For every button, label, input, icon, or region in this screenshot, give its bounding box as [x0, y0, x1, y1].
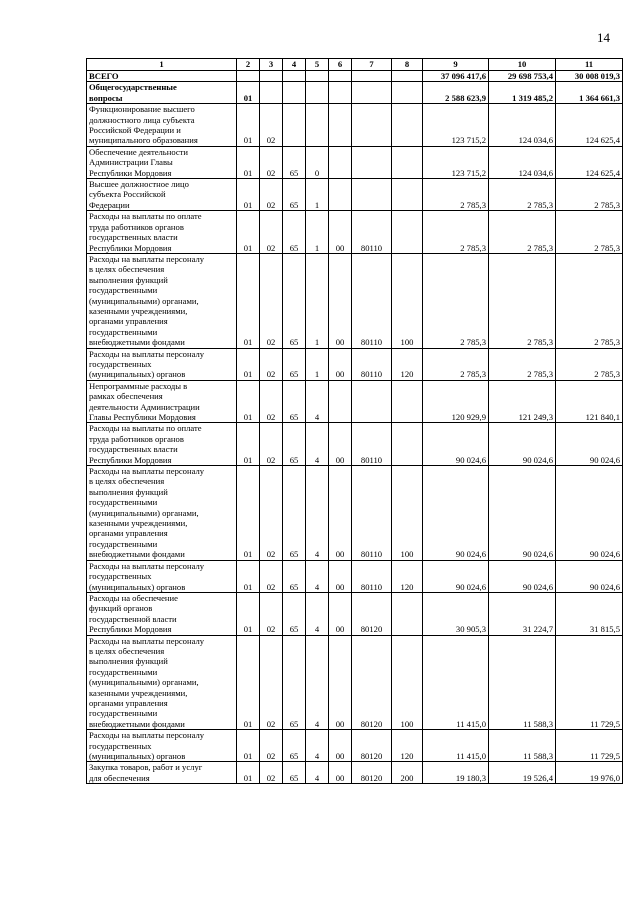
row-name-line: Расходы на обеспечение	[89, 592, 178, 603]
code-cell: 80110	[352, 423, 392, 466]
amount-cell: 19 180,3	[423, 762, 489, 784]
code-cell: 01	[237, 348, 260, 380]
code-cell: 80120	[352, 635, 392, 730]
amount-cell: 124 625,4	[556, 146, 623, 178]
code-cell: 02	[260, 146, 283, 178]
amount-cell: 11 588,3	[489, 635, 556, 730]
code-cell: 120	[392, 348, 423, 380]
amount-cell: 90 024,6	[423, 423, 489, 466]
row-name-line: Федерации	[89, 199, 130, 210]
code-cell: 4	[306, 592, 329, 635]
header-cell: 11	[556, 59, 623, 71]
code-cell: 4	[306, 635, 329, 730]
code-cell: 4	[306, 730, 329, 762]
code-cell	[352, 104, 392, 147]
amount-cell: 31 815,5	[556, 592, 623, 635]
row-name-line: Расходы на выплаты по оплате	[89, 423, 202, 434]
table-row	[87, 560, 623, 592]
code-cell: 01	[237, 211, 260, 254]
row-name-line: государственных власти	[89, 232, 178, 243]
code-cell: 02	[260, 380, 283, 423]
amount-cell: 2 785,3	[489, 348, 556, 380]
row-name-line: государственными	[89, 708, 158, 719]
page-number: 14	[597, 30, 610, 45]
row-name-cell	[87, 635, 237, 730]
code-cell	[392, 82, 423, 104]
code-cell: 65	[283, 423, 306, 466]
table-row	[87, 635, 623, 730]
amount-cell: 2 785,3	[423, 253, 489, 348]
code-cell: 00	[329, 730, 352, 762]
row-name-line: вопросы	[89, 92, 123, 103]
row-name-line: Республики Мордовия	[89, 242, 172, 253]
header-cell: 6	[329, 59, 352, 71]
row-name-line: государственных	[89, 358, 152, 369]
code-cell: 1	[306, 211, 329, 254]
amount-cell: 90 024,6	[556, 423, 623, 466]
code-cell	[283, 71, 306, 82]
amount-cell: 2 785,3	[556, 348, 623, 380]
amount-cell: 37 096 417,6	[423, 71, 489, 82]
row-name-line: субъекта Российской	[89, 189, 166, 200]
code-cell: 65	[283, 348, 306, 380]
code-cell: 01	[237, 179, 260, 211]
amount-cell: 2 785,3	[489, 253, 556, 348]
row-name-line: Администрации Главы	[89, 157, 173, 168]
code-cell: 00	[329, 560, 352, 592]
row-name-line: казенными учреждениями,	[89, 305, 188, 316]
header-cell: 8	[392, 59, 423, 71]
header-cell: 7	[352, 59, 392, 71]
code-cell: 02	[260, 762, 283, 784]
code-cell: 4	[306, 380, 329, 423]
amount-cell: 19 526,4	[489, 762, 556, 784]
code-cell: 00	[329, 466, 352, 561]
row-name-line: Расходы на выплаты персоналу	[89, 560, 205, 571]
row-name-cell	[87, 146, 237, 178]
amount-cell: 11 729,5	[556, 635, 623, 730]
code-cell	[329, 82, 352, 104]
code-cell	[392, 380, 423, 423]
code-cell: 65	[283, 179, 306, 211]
amount-cell: 29 698 753,4	[489, 71, 556, 82]
code-cell: 02	[260, 348, 283, 380]
row-name-cell	[87, 179, 237, 211]
amount-cell: 90 024,6	[556, 560, 623, 592]
code-cell: 100	[392, 635, 423, 730]
code-cell	[352, 71, 392, 82]
code-cell: 01	[237, 423, 260, 466]
row-name-line: Российской Федерации и	[89, 125, 181, 136]
row-name-line: государственных	[89, 740, 152, 751]
header-cell: 5	[306, 59, 329, 71]
code-cell	[392, 211, 423, 254]
code-cell	[329, 104, 352, 147]
code-cell	[237, 71, 260, 82]
amount-cell: 123 715,2	[423, 104, 489, 147]
amount-cell: 120 929,9	[423, 380, 489, 423]
code-cell: 4	[306, 423, 329, 466]
code-cell: 02	[260, 466, 283, 561]
code-cell: 01	[237, 635, 260, 730]
amount-cell: 90 024,6	[423, 466, 489, 561]
amount-cell: 90 024,6	[556, 466, 623, 561]
code-cell: 120	[392, 560, 423, 592]
row-name-cell	[87, 466, 237, 561]
header-cell: 4	[283, 59, 306, 71]
amount-cell: 19 976,0	[556, 762, 623, 784]
header-cell: 1	[87, 59, 237, 71]
table-row	[87, 762, 623, 784]
amount-cell: 2 785,3	[556, 179, 623, 211]
code-cell: 80120	[352, 730, 392, 762]
code-cell: 65	[283, 592, 306, 635]
code-cell: 80110	[352, 211, 392, 254]
code-cell: 100	[392, 466, 423, 561]
row-name-line: органами управления	[89, 316, 168, 327]
amount-cell: 2 588 623,9	[423, 82, 489, 104]
amount-cell: 11 415,0	[423, 635, 489, 730]
amount-cell: 121 249,3	[489, 380, 556, 423]
code-cell: 80120	[352, 592, 392, 635]
row-name-line: в целях обеспечения	[89, 645, 165, 656]
code-cell: 00	[329, 253, 352, 348]
code-cell	[392, 592, 423, 635]
row-name-line: труда работников органов	[89, 221, 184, 232]
row-name-line: Расходы на выплаты персоналу	[89, 466, 205, 477]
code-cell: 02	[260, 253, 283, 348]
row-name-line: Непрограммные расходы в	[89, 380, 188, 391]
row-name-line: казенными учреждениями,	[89, 518, 188, 529]
amount-cell: 2 785,3	[556, 253, 623, 348]
code-cell: 01	[237, 253, 260, 348]
table-row	[87, 253, 623, 348]
code-cell: 1	[306, 348, 329, 380]
header-cell: 9	[423, 59, 489, 71]
table-row	[87, 211, 623, 254]
row-name-line: (муниципальными) органами,	[89, 507, 199, 518]
code-cell	[260, 71, 283, 82]
code-cell: 4	[306, 466, 329, 561]
amount-cell: 11 588,3	[489, 730, 556, 762]
row-name-line: Общегосударственные	[89, 82, 177, 93]
amount-cell: 30 905,3	[423, 592, 489, 635]
amount-cell: 2 785,3	[423, 179, 489, 211]
code-cell: 01	[237, 104, 260, 147]
amount-cell: 11 729,5	[556, 730, 623, 762]
row-name-line: в целях обеспечения	[89, 264, 165, 275]
row-name-cell	[87, 762, 237, 784]
table-header-row	[87, 59, 623, 71]
code-cell: 01	[237, 560, 260, 592]
row-name-line: в целях обеспечения	[89, 476, 165, 487]
row-name-cell	[87, 560, 237, 592]
row-name-line: Высшее должностное лицо	[89, 179, 189, 190]
table-body	[87, 71, 623, 784]
row-name-line: государственными	[89, 538, 158, 549]
code-cell	[392, 71, 423, 82]
code-cell: 02	[260, 179, 283, 211]
row-name-line: государственными	[89, 666, 158, 677]
code-cell: 00	[329, 211, 352, 254]
row-name-line: Республики Мордовия	[89, 167, 172, 178]
code-cell: 80110	[352, 466, 392, 561]
row-name-line: государственной власти	[89, 613, 177, 624]
amount-cell: 123 715,2	[423, 146, 489, 178]
code-cell: 200	[392, 762, 423, 784]
row-name-line: органами управления	[89, 697, 168, 708]
code-cell: 00	[329, 423, 352, 466]
code-cell: 4	[306, 560, 329, 592]
amount-cell: 1 364 661,3	[556, 82, 623, 104]
amount-cell: 1 319 485,2	[489, 82, 556, 104]
code-cell: 120	[392, 730, 423, 762]
amount-cell: 121 840,1	[556, 380, 623, 423]
row-name-line: органами управления	[89, 528, 168, 539]
table-row	[87, 348, 623, 380]
row-name-line: Республики Мордовия	[89, 454, 172, 465]
row-name-line: Расходы на выплаты по оплате	[89, 211, 202, 222]
code-cell: 65	[283, 635, 306, 730]
row-name-line: Расходы на выплаты персоналу	[89, 730, 205, 741]
amount-cell: 2 785,3	[423, 348, 489, 380]
code-cell: 65	[283, 211, 306, 254]
row-name-cell	[87, 82, 237, 104]
code-cell: 00	[329, 762, 352, 784]
header-cell: 2	[237, 59, 260, 71]
amount-cell: 2 785,3	[423, 211, 489, 254]
row-name-line: государственными	[89, 285, 158, 296]
code-cell: 01	[237, 592, 260, 635]
row-name-line: выполнения функций	[89, 656, 168, 667]
code-cell: 01	[237, 730, 260, 762]
code-cell: 80110	[352, 348, 392, 380]
row-name-line: (муниципальных) органов	[89, 581, 186, 592]
amount-cell: 2 785,3	[556, 211, 623, 254]
amount-cell: 124 034,6	[489, 146, 556, 178]
code-cell: 01	[237, 762, 260, 784]
amount-cell: 90 024,6	[489, 423, 556, 466]
code-cell: 00	[329, 635, 352, 730]
row-name-line: (муниципальными) органами,	[89, 295, 199, 306]
code-cell: 02	[260, 104, 283, 147]
code-cell	[329, 146, 352, 178]
row-name-cell	[87, 423, 237, 466]
code-cell	[392, 146, 423, 178]
row-name-line: выполнения функций	[89, 274, 168, 285]
row-name-line: Главы Республики Мордовия	[89, 412, 196, 422]
amount-cell: 31 224,7	[489, 592, 556, 635]
table-row	[87, 592, 623, 635]
code-cell	[306, 104, 329, 147]
row-name-cell	[87, 104, 237, 147]
row-name-line: функций органов	[89, 603, 153, 614]
amount-cell: 124 625,4	[556, 104, 623, 147]
row-name-line: Расходы на выплаты персоналу	[89, 253, 205, 264]
code-cell	[392, 423, 423, 466]
row-name-cell	[87, 211, 237, 254]
code-cell	[392, 104, 423, 147]
row-name-line: муниципального образования	[89, 135, 198, 146]
code-cell: 01	[237, 82, 260, 104]
code-cell: 65	[283, 146, 306, 178]
row-name-line: выполнения функций	[89, 486, 168, 497]
row-name-line: Республики Мордовия	[89, 624, 172, 635]
row-name-line: внебюджетными фондами	[89, 337, 185, 348]
code-cell: 65	[283, 560, 306, 592]
code-cell: 65	[283, 253, 306, 348]
code-cell: 65	[283, 730, 306, 762]
row-name-line: должностного лица субъекта	[89, 114, 195, 125]
code-cell	[352, 146, 392, 178]
code-cell	[352, 82, 392, 104]
row-name-line: государственными	[89, 326, 158, 337]
code-cell: 00	[329, 348, 352, 380]
code-cell	[352, 179, 392, 211]
code-cell: 02	[260, 592, 283, 635]
row-name-line: внебюджетными фондами	[89, 718, 185, 729]
table-row	[87, 71, 623, 82]
code-cell	[392, 179, 423, 211]
header-cell: 10	[489, 59, 556, 71]
amount-cell: 90 024,6	[489, 560, 556, 592]
row-name-cell	[87, 253, 237, 348]
code-cell: 0	[306, 146, 329, 178]
amount-cell: 90 024,6	[423, 560, 489, 592]
amount-cell: 2 785,3	[489, 179, 556, 211]
code-cell	[283, 104, 306, 147]
code-cell	[260, 82, 283, 104]
code-cell: 65	[283, 466, 306, 561]
row-name-cell	[87, 730, 237, 762]
code-cell: 80120	[352, 762, 392, 784]
row-name-line: деятельности Администрации	[89, 401, 200, 412]
row-name-line: труда работников органов	[89, 433, 184, 444]
table-row	[87, 146, 623, 178]
row-name-line: Функционирование высшего	[89, 104, 195, 115]
code-cell: 1	[306, 179, 329, 211]
row-name-line: Расходы на выплаты персоналу	[89, 635, 205, 646]
row-name-cell	[87, 348, 237, 380]
table-row	[87, 104, 623, 147]
code-cell: 02	[260, 423, 283, 466]
code-cell: 02	[260, 635, 283, 730]
code-cell: 80110	[352, 560, 392, 592]
amount-cell: 11 415,0	[423, 730, 489, 762]
code-cell: 65	[283, 762, 306, 784]
code-cell	[329, 179, 352, 211]
row-name-line: казенными учреждениями,	[89, 687, 188, 698]
code-cell: 80110	[352, 253, 392, 348]
code-cell	[306, 71, 329, 82]
header-cell: 3	[260, 59, 283, 71]
code-cell	[329, 380, 352, 423]
code-cell: 02	[260, 730, 283, 762]
amount-cell: 90 024,6	[489, 466, 556, 561]
row-name-line: внебюджетными фондами	[89, 549, 185, 560]
row-name-line: (муниципальных) органов	[89, 369, 186, 380]
code-cell	[329, 71, 352, 82]
table-row	[87, 82, 623, 104]
row-name-line: рамках обеспечения	[89, 391, 163, 402]
table-row	[87, 179, 623, 211]
code-cell	[283, 82, 306, 104]
row-name-line: государственных власти	[89, 444, 178, 455]
row-name-line: государственных	[89, 571, 152, 582]
table-row	[87, 466, 623, 561]
budget-table	[86, 58, 623, 784]
row-name-cell	[87, 592, 237, 635]
code-cell: 65	[283, 380, 306, 423]
row-name-cell	[87, 380, 237, 423]
row-name-line: Обеспечение деятельности	[89, 146, 189, 157]
row-name-line: государственными	[89, 497, 158, 508]
row-name-line: (муниципальных) органов	[89, 751, 186, 761]
table-row	[87, 730, 623, 762]
amount-cell: 124 034,6	[489, 104, 556, 147]
code-cell: 4	[306, 762, 329, 784]
row-name-cell	[87, 71, 237, 82]
code-cell: 00	[329, 592, 352, 635]
code-cell: 01	[237, 146, 260, 178]
code-cell: 01	[237, 380, 260, 423]
code-cell: 02	[260, 211, 283, 254]
row-name-line: Закупка товаров, работ и услуг	[89, 762, 203, 773]
code-cell: 100	[392, 253, 423, 348]
code-cell: 02	[260, 560, 283, 592]
row-name-line: ВСЕГО	[89, 71, 119, 81]
row-name-line: Расходы на выплаты персоналу	[89, 348, 205, 359]
amount-cell: 2 785,3	[489, 211, 556, 254]
code-cell	[352, 380, 392, 423]
code-cell: 1	[306, 253, 329, 348]
code-cell: 01	[237, 466, 260, 561]
amount-cell: 30 008 019,3	[556, 71, 623, 82]
code-cell	[306, 82, 329, 104]
table-row	[87, 423, 623, 466]
row-name-line: (муниципальными) органами,	[89, 677, 199, 688]
table-row	[87, 380, 623, 423]
row-name-line: для обеспечения	[89, 772, 150, 783]
